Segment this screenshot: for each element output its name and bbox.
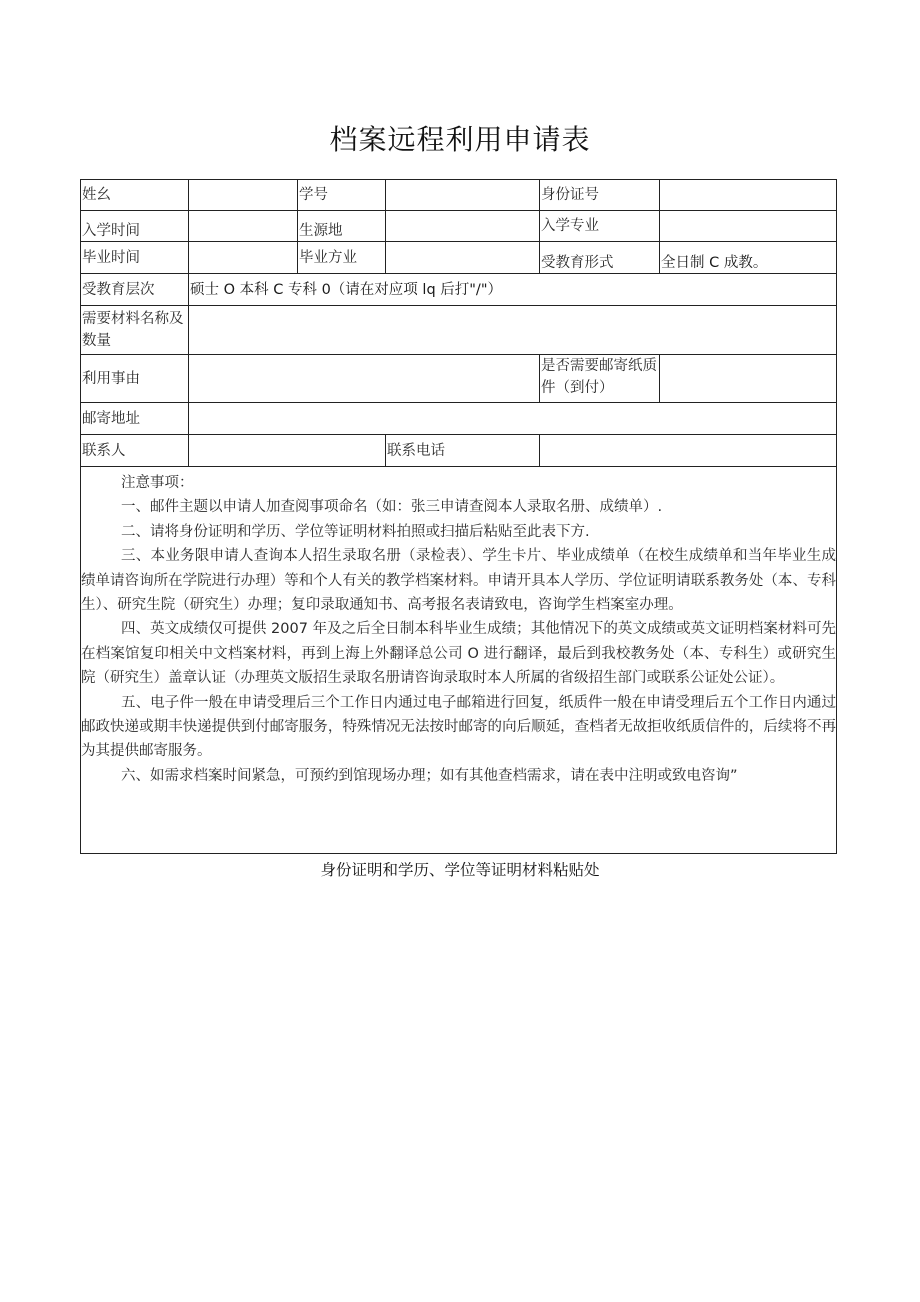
origin-field[interactable] xyxy=(386,211,540,242)
address-field[interactable] xyxy=(189,403,837,435)
edu-form-label: 受教育形式 xyxy=(540,242,660,274)
enroll-time-label: 入学时间 xyxy=(81,211,189,242)
note-item: 五、电子件一般在申请受理后三个工作日内通过电子邮箱进行回复，纸质件一般在申请受理后五个工作日内通过邮政快递或期丰快递提供到付邮寄服务，特殊情况无法按时邮寄的向后顺延，查档者无故拒收纸质信件的，后续将不再为其提供邮寄服务。 xyxy=(81,694,836,760)
notes-heading: 注意事项： xyxy=(121,475,194,491)
materials-field[interactable] xyxy=(189,306,837,355)
major-label: 入学专业 xyxy=(540,211,660,242)
student-id-label: 学号 xyxy=(298,180,386,211)
major-field[interactable] xyxy=(660,211,837,242)
notes-section xyxy=(81,467,837,854)
grad-dest-field[interactable] xyxy=(386,242,540,274)
note-item: 三、本业务限申请人查询本人招生录取名册（录检表）、学生卡片、毕业成绩单（在校生成绩单和当年毕业生成绩单请咨询所在学院进行办理）等和个人有关的教学档案材料。申请开具本人学历、学位证明请联系教务处（本、专科生）、研究生院（研究生）办理；复印录取通知书、高考报名表请致电，咨询学生档案室办理。 xyxy=(81,548,836,614)
mail-needed-field[interactable] xyxy=(660,355,837,403)
name-label: 姓幺 xyxy=(81,180,189,211)
purpose-field[interactable] xyxy=(189,355,540,403)
edu-level-label: 受教育层次 xyxy=(81,274,189,306)
grad-time-field[interactable] xyxy=(189,242,298,274)
grad-dest-label: 毕业方业 xyxy=(298,242,386,274)
id-card-label: 身份证号 xyxy=(540,180,660,211)
edu-form-options[interactable]: 全日制 C 成教。 xyxy=(660,242,837,274)
student-id-field[interactable] xyxy=(386,180,540,211)
contact-field[interactable] xyxy=(189,435,386,467)
note-item: 二、请将身份证明和学历、学位等证明材料拍照或扫描后粘贴至此表下方. xyxy=(121,523,590,540)
name-field[interactable] xyxy=(189,180,298,211)
edu-level-options[interactable]: 硕士 O 本科 C 专科 0（请在对应项 lq 后打"/"） xyxy=(189,274,837,306)
phone-label: 联系电话 xyxy=(386,435,540,467)
grad-time-label: 毕业时间 xyxy=(81,242,189,274)
materials-label: 需要材料名称及数量 xyxy=(81,306,189,355)
paste-area-label: 身份证明和学历、学位等证明材料粘贴处 xyxy=(320,861,600,879)
mail-needed-label: 是否需要邮寄纸质件（到付） xyxy=(540,355,660,403)
enroll-time-field[interactable] xyxy=(189,211,298,242)
origin-label: 生源地 xyxy=(298,211,386,242)
form-title: 档案远程利用申请表 xyxy=(329,123,591,156)
phone-field[interactable] xyxy=(540,435,837,467)
purpose-label: 利用事由 xyxy=(81,355,189,403)
contact-label: 联系人 xyxy=(81,435,189,467)
address-label: 邮寄地址 xyxy=(81,403,189,435)
note-item: 四、英文成绩仅可提供 2007 年及之后全日制本科毕业生成绩；其他情况下的英文成绩或英文证明档案材料可先在档案馆复印相关中文档案材料，再到上海上外翻译总公司 O 进行翻译，最后到我校教务处（本、专科生）或研究生院（研究生）盖章认证（办理英文版招生录取名册请咨询录取时本人所属的省级招生部门或联系公证处公证）。 xyxy=(81,621,836,687)
note-item: 一、邮件主题以申请人加查阅事项命名（如：张三申请查阅本人录取名册、成绩单）. xyxy=(121,499,663,516)
application-form-table xyxy=(80,179,837,854)
id-card-field[interactable] xyxy=(660,180,837,211)
note-item: 六、如需求档案时间紧急，可预约到馆现场办理；如有其他查档需求，请在表中注明或致电咨询” xyxy=(121,767,738,784)
